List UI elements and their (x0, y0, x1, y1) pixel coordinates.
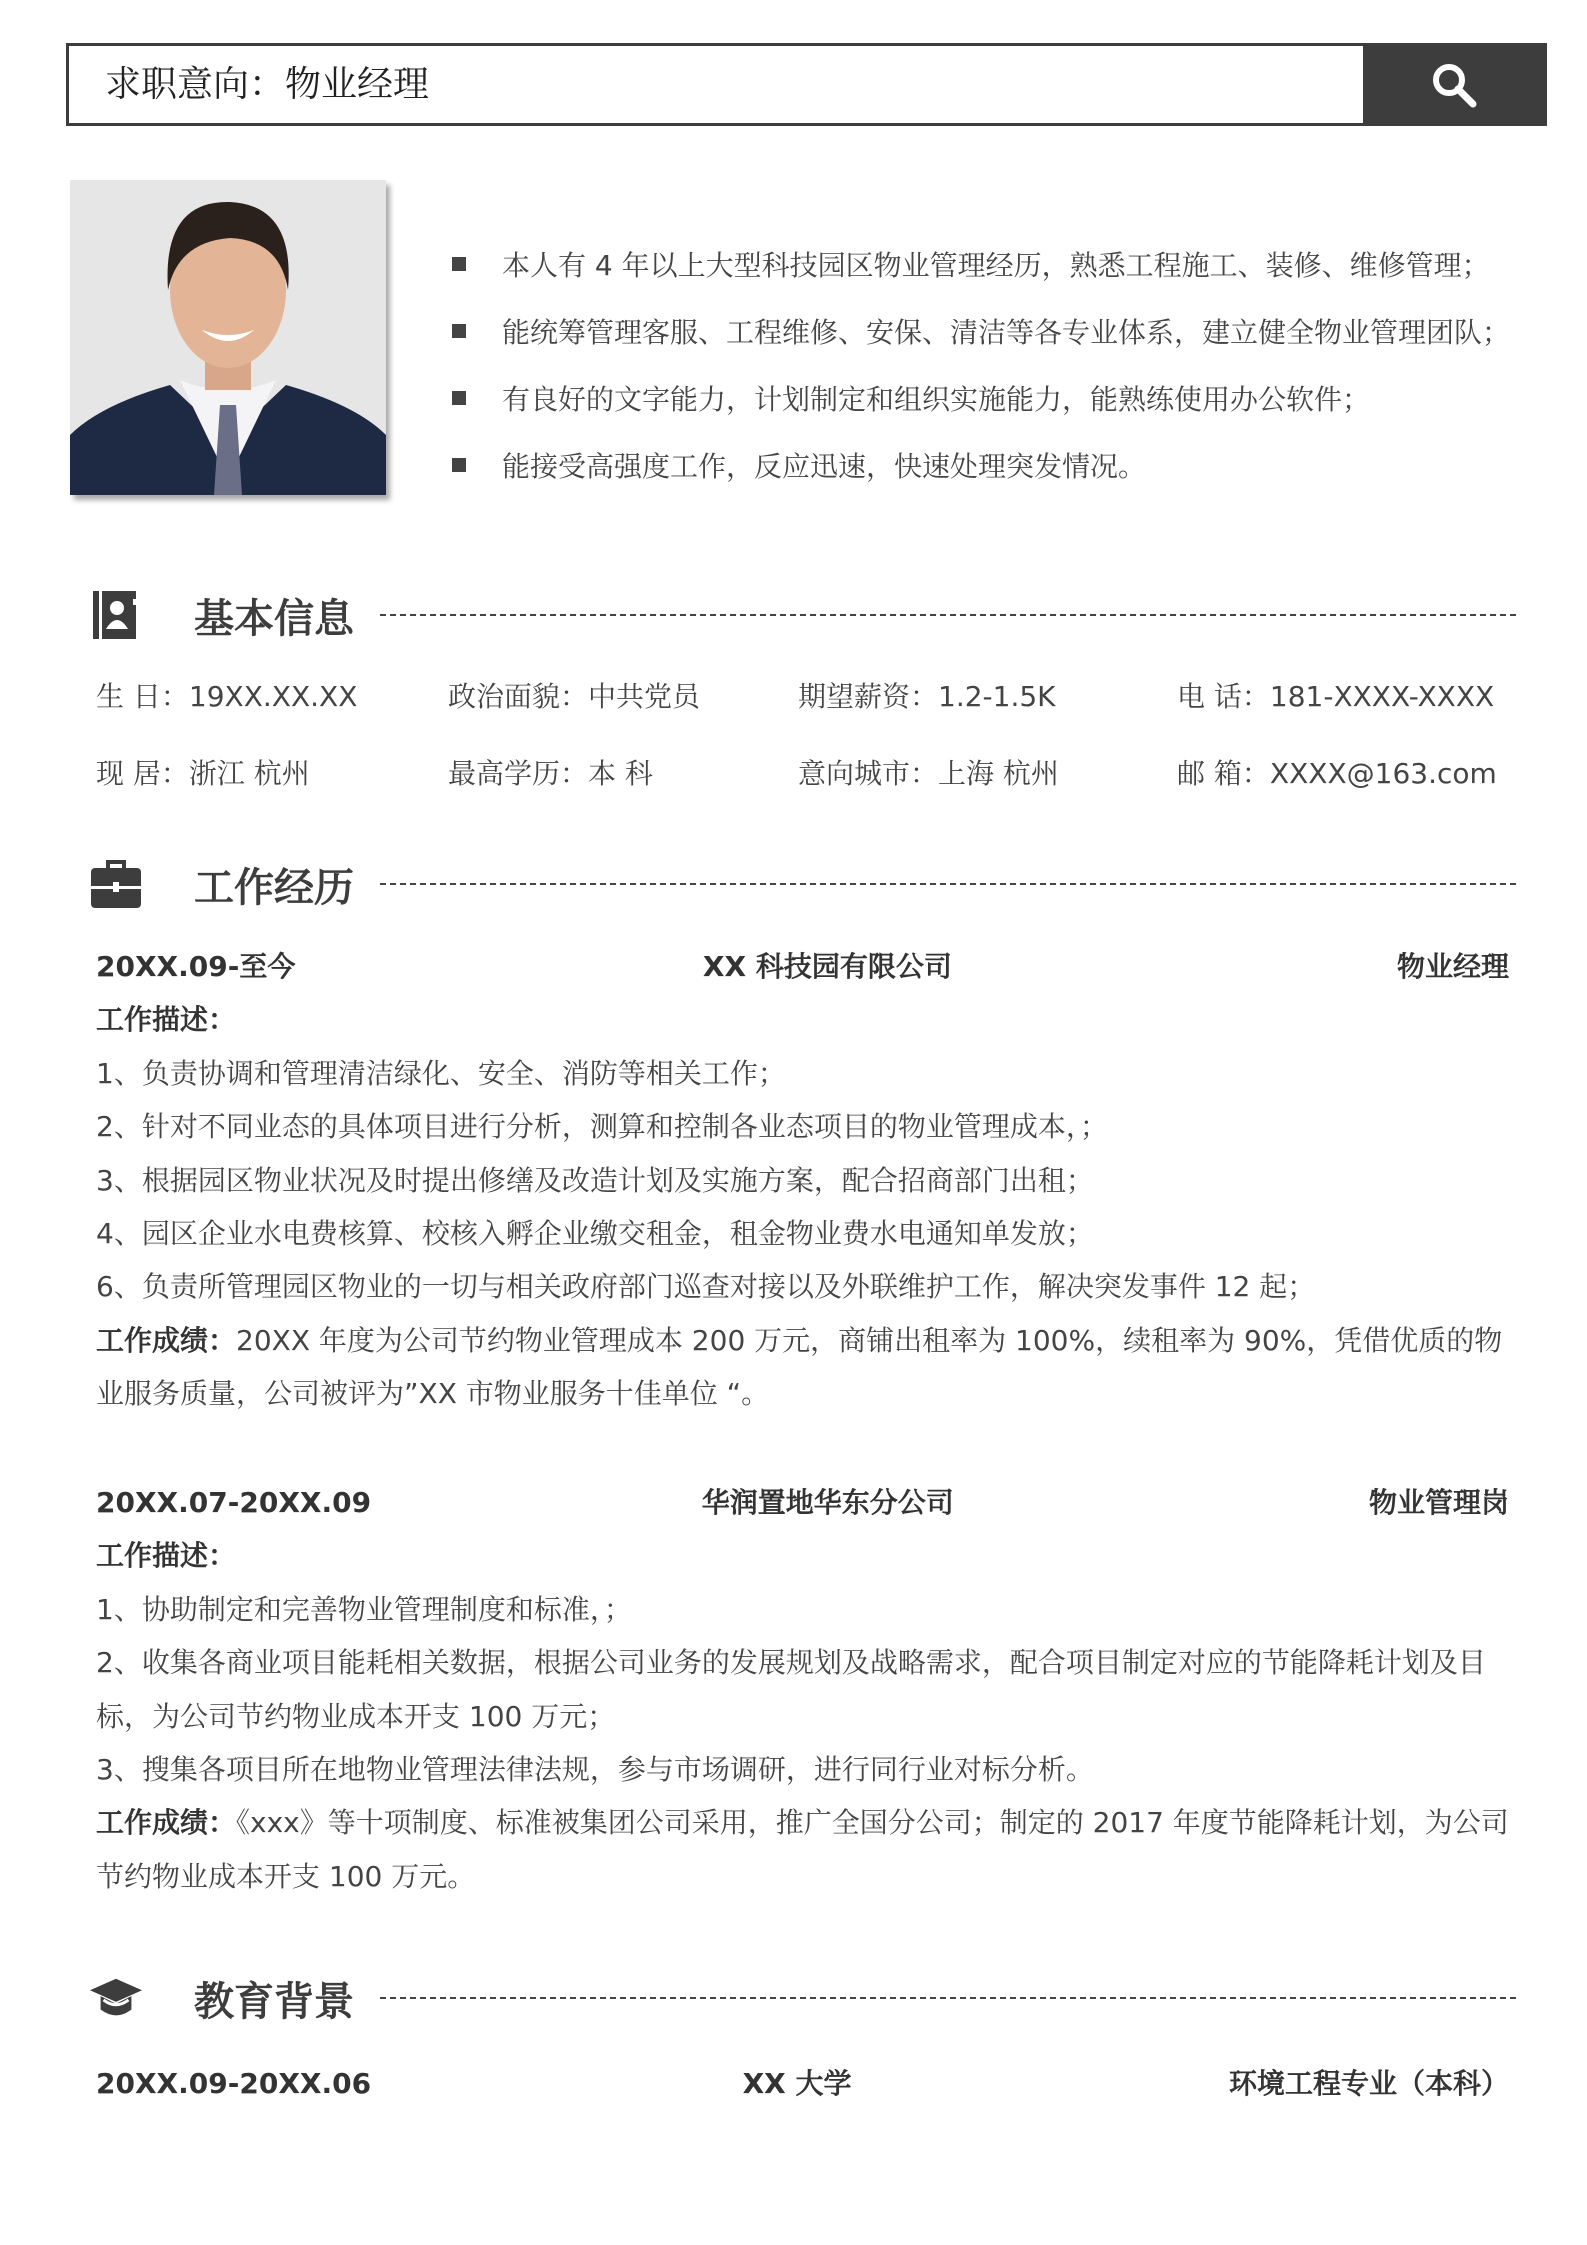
search-button (1363, 46, 1544, 123)
job-date: 20XX.09-至今 (96, 950, 296, 983)
divider (380, 883, 1516, 885)
summary-text: 能接受高强度工作，反应迅速，快速处理突发情况。 (502, 449, 1147, 483)
briefcase-icon (90, 858, 142, 910)
job-company: XX 科技园有限公司 (702, 950, 952, 983)
job-result (96, 1314, 1509, 1421)
desc-line: 2、收集各商业项目能耗相关数据，根据公司业务的发展规划及战略需求，配合项目制定对应的节能降耗计划及目标，为公司节约物业成本开支 100 万元； (96, 1646, 1486, 1733)
job-date: 20XX.07-20XX.09 (96, 1486, 372, 1519)
divider (380, 1997, 1516, 1999)
education-entry (96, 2057, 1509, 2110)
square-bullet-icon (452, 324, 466, 338)
residence: 现 居：浙江 杭州 (96, 757, 310, 790)
square-bullet-icon (452, 391, 466, 405)
graduation-cap-icon (90, 1972, 142, 2024)
desc-label: 工作描述： (96, 1003, 237, 1037)
square-bullet-icon (452, 257, 466, 271)
desc-line: 2、针对不同业态的具体项目进行分析，测算和控制各业态项目的物业管理成本，； (96, 1110, 1108, 1144)
section-education (90, 1968, 1516, 2028)
desc-line: 4、园区企业水电费核算、校核入孵企业缴交租金，租金物业费水电通知单发放； (96, 1217, 1094, 1251)
education-level: 最高学历：本 科 (448, 757, 653, 790)
job-header (96, 940, 1509, 993)
section-title: 教育背景 (194, 1978, 354, 2025)
job-result (96, 1796, 1509, 1903)
summary-item (452, 364, 1510, 431)
divider (380, 614, 1516, 616)
political-status: 政治面貌：中共党员 (448, 680, 701, 713)
email: 邮 箱：XXXX@163.com (1177, 757, 1497, 790)
target-city: 意向城市：上海 杭州 (798, 757, 1059, 790)
summary-text: 能统筹管理客服、工程维修、安保、清洁等各专业体系，建立健全物业管理团队； (502, 315, 1511, 349)
expected-salary: 期望薪资：1.2-1.5K (798, 680, 1056, 713)
profile-photo (70, 180, 386, 495)
job-company: 华润置地华东分公司 (701, 1486, 954, 1519)
search-icon (1429, 60, 1479, 110)
edu-date: 20XX.09-20XX.06 (96, 2067, 372, 2100)
section-basic-info (90, 585, 1516, 645)
desc-line: 1、协助制定和完善物业管理制度和标准，； (96, 1592, 632, 1626)
section-work-experience (90, 854, 1516, 914)
result-label: 工作成绩： (96, 1806, 237, 1840)
job-intention-title: 求职意向：物业经理 (105, 64, 430, 105)
desc-label: 工作描述： (96, 1539, 237, 1573)
summary-item (452, 431, 1510, 498)
job-intention-bar (66, 43, 1547, 126)
result-text: 《xxx》等十项制度、标准被集团公司采用，推广全国分公司；制定的 2017 年度节能降耗计划，为公司节约物业成本开支 100 万元。 (96, 1806, 1509, 1893)
square-bullet-icon (452, 458, 466, 472)
edu-major: 环境工程专业（本科） (1228, 2067, 1509, 2100)
summary-item (452, 230, 1510, 297)
desc-line: 1、负责协调和管理清洁绿化、安全、消防等相关工作； (96, 1056, 786, 1090)
summary-text: 有良好的文字能力，计划制定和组织实施能力，能熟练使用办公软件； (502, 382, 1371, 416)
desc-line: 6、负责所管理园区物业的一切与相关政府部门巡查对接以及外联维护工作，解决突发事件 12 起； (96, 1270, 1316, 1304)
education-header (96, 2057, 1509, 2110)
section-title: 工作经历 (194, 864, 354, 911)
job-entry (96, 1476, 1509, 1903)
phone: 电 话：181-XXXX-XXXX (1177, 680, 1495, 713)
summary-text: 本人有 4 年以上大型科技园区物业管理经历，熟悉工程施工、装修、维修管理； (502, 248, 1490, 282)
summary-list (452, 230, 1510, 498)
desc-line: 3、根据园区物业状况及时提出修缮及改造计划及实施方案，配合招商部门出租； (96, 1163, 1094, 1197)
edu-school: XX 大学 (742, 2067, 852, 2100)
job-title: 物业经理 (1396, 950, 1509, 983)
desc-line: 3、搜集各项目所在地物业管理法律法规，参与市场调研，进行同行业对标分析。 (96, 1753, 1094, 1787)
result-text: 20XX 年度为公司节约物业管理成本 200 万元，商铺出租率为 100%，续租率为 90%，凭借优质的物业服务质量，公司被评为”XX 市物业服务十佳单位 “。 (96, 1323, 1503, 1411)
id-card-icon (90, 589, 142, 641)
job-entry (96, 940, 1509, 1421)
job-title: 物业管理岗 (1368, 1486, 1509, 1519)
section-title: 基本信息 (194, 595, 354, 642)
result-label: 工作成绩： (96, 1323, 237, 1357)
job-header (96, 1476, 1509, 1529)
summary-item (452, 297, 1510, 364)
birthday: 生 日：19XX.XX.XX (96, 680, 358, 713)
